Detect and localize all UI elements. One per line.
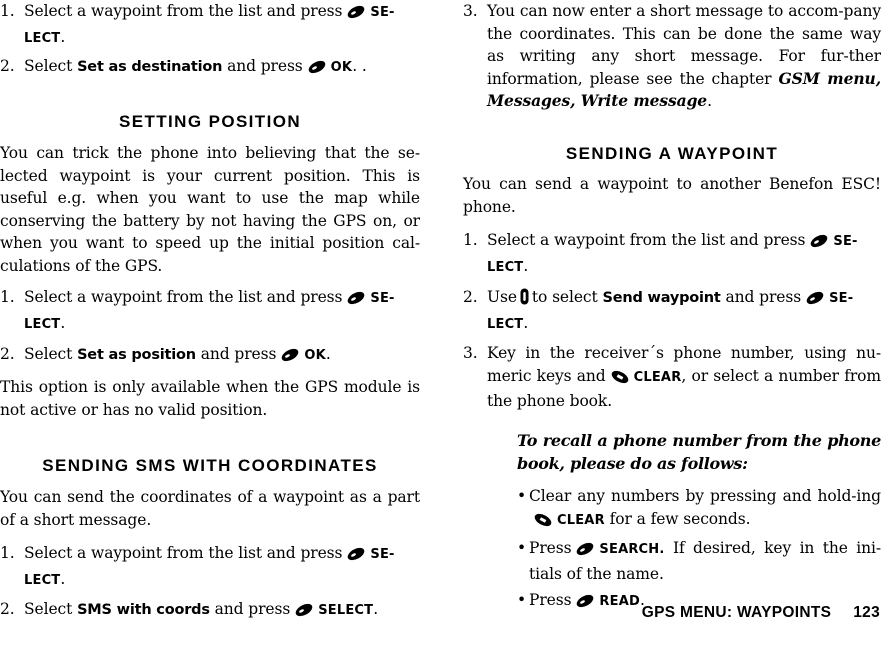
key-label: OK	[330, 60, 353, 75]
key-label: CLEAR	[633, 369, 682, 385]
left-step-2	[0, 55, 420, 81]
step-text: , or select a number from the phone book.	[487, 366, 882, 411]
punct: .	[60, 313, 66, 332]
key-label: SE-	[370, 5, 395, 20]
step-number: 3.	[463, 2, 478, 20]
phone-book-note	[517, 430, 881, 475]
scroll-key-icon	[520, 288, 529, 312]
step-text: Select a waypoint from the list and press	[24, 2, 343, 20]
clear-key-icon	[610, 368, 630, 391]
punct: .	[707, 92, 712, 111]
soft-key-icon	[575, 592, 595, 615]
right-step-4	[463, 342, 881, 413]
soft-key-icon	[346, 289, 366, 312]
menu-option: Send waypoint	[602, 290, 721, 306]
paragraph: You can send a waypoint to another Benefon ESC! phone.	[463, 175, 881, 216]
page-number: 123	[853, 604, 880, 621]
bullet-dot: •	[517, 487, 527, 505]
right-step-3	[463, 286, 881, 336]
step-number: 1.	[0, 2, 15, 20]
step-text: Select a waypoint from the list and press	[24, 288, 343, 306]
bullet-1	[517, 485, 881, 533]
right-step-2	[463, 229, 881, 279]
heading-sending-waypoint: SENDING A WAYPOINT	[565, 144, 779, 163]
soft-key-icon	[575, 540, 595, 563]
key-label: LECT	[487, 316, 524, 332]
key-label: CLEAR	[557, 512, 605, 528]
step-number: 1.	[463, 231, 478, 249]
punct: .	[523, 313, 529, 332]
key-label: SE-	[833, 234, 858, 249]
punct: .	[373, 600, 379, 618]
step-text: and press	[725, 288, 802, 306]
step-text: and press	[214, 600, 291, 618]
note-heading: To recall a phone number from the phone book, please do as follows:	[517, 431, 881, 473]
step-text: Select a waypoint from the list and press	[487, 231, 806, 249]
step-number: 1.	[0, 544, 15, 562]
left-step-5	[0, 542, 420, 592]
step-text: Select	[24, 345, 73, 363]
punct: .	[523, 256, 529, 275]
key-label: SE-	[370, 547, 395, 562]
step-text: Select	[24, 600, 73, 618]
key-label: SE-	[829, 291, 854, 306]
left-step-6	[0, 598, 420, 624]
menu-option: Set as position	[77, 347, 196, 363]
soft-key-icon	[346, 3, 366, 26]
right-paragraph-1	[463, 173, 881, 218]
bullet-text: Clear any numbers by pressing and hold-ing	[529, 487, 881, 505]
bullet-text: If desired, key in the ini-tials of the name.	[529, 539, 881, 583]
key-label: OK	[304, 348, 326, 363]
step-text: and press	[200, 345, 277, 363]
key-label: LECT	[24, 572, 61, 588]
step-text: You can now enter a short message to accom-pany the coordinates. This can be done the same way as writing any short message. For fur-ther information, please see the chapter	[487, 2, 881, 88]
chapter-reference: GSM menu, Messages, Write message	[487, 68, 881, 111]
left-step-1	[0, 0, 420, 50]
page-footer	[642, 604, 880, 622]
step-text: and press	[227, 57, 303, 75]
section-title: GPS MENU: WAYPOINTS	[641, 604, 832, 621]
bullet-2	[517, 537, 881, 585]
left-paragraph-2	[0, 376, 420, 421]
step-text: Select a waypoint from the list and press	[24, 544, 343, 562]
heading-setting-position: SETTING POSITION	[118, 112, 302, 131]
paragraph: You can send the coordinates of a waypoint as a part of a short message.	[0, 488, 420, 529]
left-paragraph-1	[0, 142, 420, 278]
step-number: 2.	[463, 288, 478, 306]
heading-sending-sms: SENDING SMS WITH COORDINATES	[42, 456, 378, 475]
bullet-text: Press	[529, 539, 572, 557]
step-text: Use	[487, 288, 517, 306]
step-number: 2.	[0, 600, 15, 618]
menu-option: Set as destination	[77, 59, 223, 75]
key-label: LECT	[24, 30, 61, 46]
step-text: Key in the receiver´s phone number, using nu-meric keys and	[487, 344, 881, 385]
bullet-dot: •	[517, 539, 527, 557]
left-step-3	[0, 286, 420, 336]
right-step-1	[463, 0, 881, 113]
step-number: 2.	[0, 345, 15, 363]
key-label: LECT	[24, 316, 61, 332]
paragraph: You can trick the phone into believing that the se-lected waypoint is your current position. This is useful e.g. when you want to use the map while conserving the battery by not having the GPS on, or when you want to speed up the initial position cal-culations of the GPS.	[0, 144, 420, 275]
soft-key-icon	[294, 601, 314, 624]
key-label: SEARCH.	[599, 542, 665, 557]
bullet-text: for a few seconds.	[609, 509, 751, 528]
soft-key-icon	[346, 545, 366, 568]
clear-key-icon	[533, 511, 553, 534]
punct: .	[325, 345, 331, 363]
step-text: Select	[24, 57, 73, 75]
punct: . .	[352, 57, 367, 75]
bullet-text: Press	[529, 591, 572, 609]
left-step-4	[0, 343, 420, 369]
punct: .	[60, 569, 66, 588]
paragraph: This option is only available when the GPS module is not active or has no valid position.	[0, 378, 420, 419]
punct: .	[639, 591, 645, 609]
step-number: 2.	[0, 57, 15, 75]
soft-key-icon	[307, 58, 327, 81]
left-paragraph-3	[0, 486, 420, 531]
bullet-dot: •	[517, 591, 527, 609]
key-label: SELECT	[318, 603, 374, 618]
soft-key-icon	[809, 232, 829, 255]
step-number: 3.	[463, 344, 478, 362]
step-text: to select	[531, 288, 598, 306]
soft-key-icon	[280, 346, 300, 369]
menu-option: SMS with coords	[77, 602, 210, 618]
key-label: SE-	[370, 291, 395, 306]
key-label: READ	[599, 594, 640, 609]
punct: .	[60, 27, 66, 46]
key-label: LECT	[487, 259, 524, 275]
step-number: 1.	[0, 288, 15, 306]
soft-key-icon	[805, 289, 825, 312]
